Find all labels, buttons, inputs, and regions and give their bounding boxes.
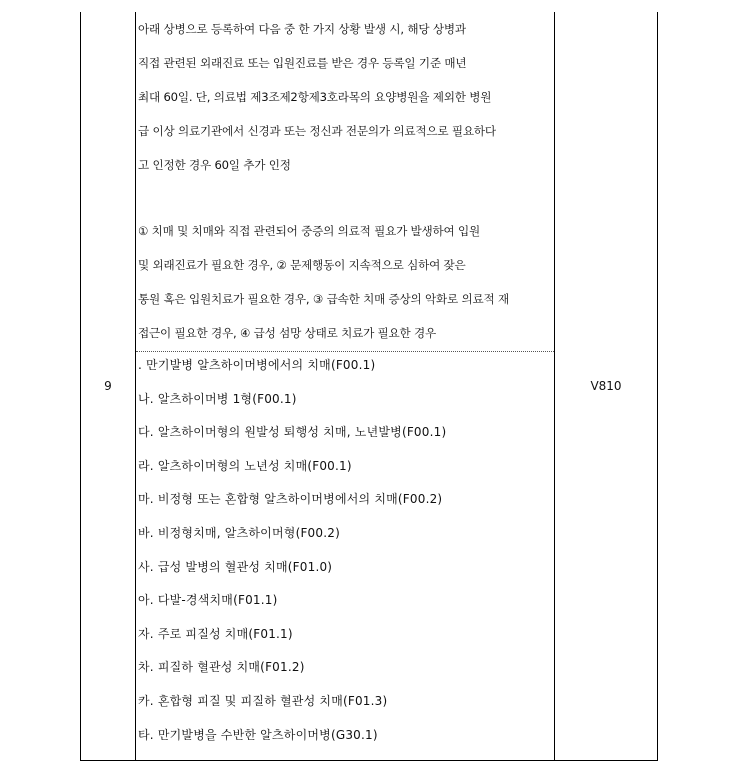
- code-cell: [555, 12, 657, 760]
- condition-line: ① 치매 및 치매와 직접 관련되어 중증의 의료적 필요가 발생하여 입원: [138, 224, 481, 238]
- condition-line: 접근이 필요한 경우, ④ 급성 섬망 상태로 치료가 필요한 경우: [138, 326, 437, 340]
- row-number-cell: [81, 12, 135, 760]
- spacer: [138, 182, 554, 214]
- list-item: 다. 알츠하이머형의 원발성 퇴행성 치매, 노년발병(F00.1): [138, 425, 447, 440]
- code-value: V810: [590, 379, 622, 393]
- list-item: 아. 다발-경색치매(F01.1): [138, 593, 278, 608]
- criteria-cell: [136, 12, 554, 760]
- list-item: 마. 비정형 또는 혼합형 알츠하이머병에서의 치매(F00.2): [138, 492, 443, 507]
- criteria-line: 급 이상 의료기관에서 신경과 또는 정신과 전문의가 의료적으로 필요하다: [138, 124, 496, 138]
- condition-line: 통원 혹은 입원치료가 필요한 경우, ③ 급속한 치매 증상의 악화로 의료적 재: [138, 292, 510, 306]
- list-item: 카. 혼합형 피질 및 피질하 혈관성 치매(F01.3): [138, 693, 388, 708]
- criteria-line: 고 인정한 경우 60일 추가 인정: [138, 158, 291, 172]
- list-item: 타. 만기발병을 수반한 알츠하이머병(G30.1): [138, 727, 378, 742]
- list-item: 사. 급성 발병의 혈관성 치매(F01.0): [138, 559, 333, 574]
- list-item: 나. 알츠하이머병 1형(F00.1): [138, 391, 297, 406]
- table-row: [80, 12, 658, 761]
- list-item: 자. 주로 피질성 치매(F01.1): [138, 626, 293, 641]
- diagnosis-list: [138, 353, 554, 756]
- list-item: . 만기발병 알츠하이머병에서의 치매(F00.1): [138, 358, 376, 372]
- criteria-line: 아래 상병으로 등록하여 다음 중 한 가지 상황 발생 시, 해당 상병과: [138, 22, 466, 36]
- criteria-text: [138, 12, 554, 350]
- list-item: 바. 비정형치매, 알츠하이머형(F00.2): [138, 525, 340, 540]
- list-item: 차. 피질하 혈관성 치매(F01.2): [138, 660, 305, 675]
- criteria-line: 최대 60일. 단, 의료법 제3조제2항제3호라목의 요양병원을 제외한 병원: [138, 90, 492, 104]
- dotted-separator: [136, 351, 554, 352]
- condition-line: 및 외래진료가 필요한 경우, ② 문제행동이 지속적으로 심하여 잦은: [138, 258, 466, 272]
- list-item: 라. 알츠하이머형의 노년성 치매(F00.1): [138, 458, 352, 473]
- criteria-line: 직접 관련된 외래진료 또는 입원진료를 받은 경우 등록일 기준 매년: [138, 56, 467, 70]
- row-number: 9: [104, 379, 112, 393]
